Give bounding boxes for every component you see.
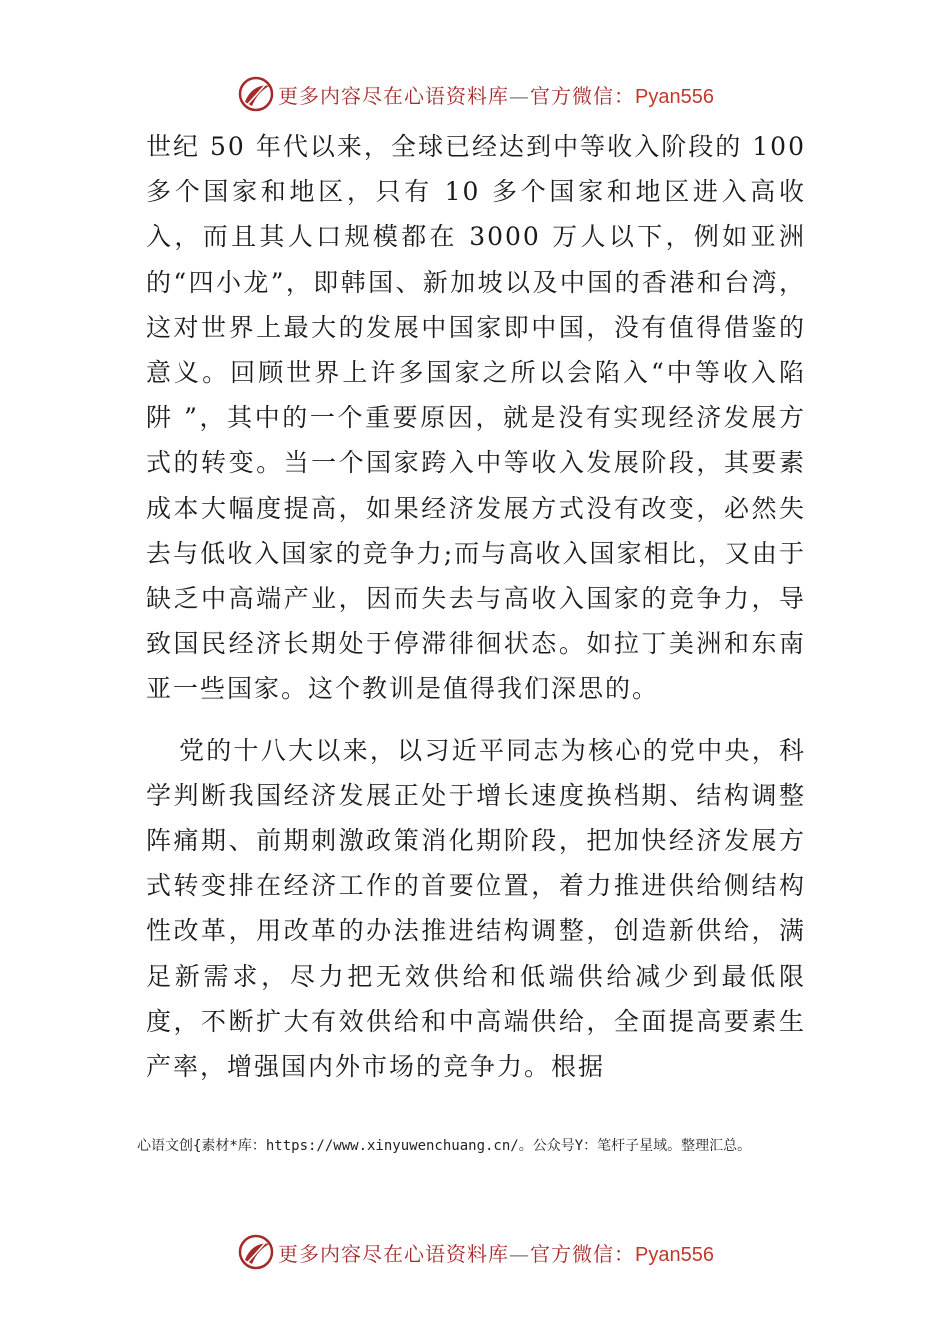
- header-banner-text: [278, 80, 714, 109]
- paragraph-2: 党的十八大以来，以习近平同志为核心的党中央，科学判断我国经济发展正处于增长速度换档期、结构调整阵痛期、前期刺激政策消化期阶段，把加快经济发展方式转变排在经济工作的首要位置，着力推进供给侧结构性改革，用改革的办法推进结构调整，创造新供给，满足新需求，尽力把无效供给和低端供给减少到最低限度，不断扩大有效供给和中高端供给，全面提高要素生产率，增强国内外市场的竞争力。根据: [146, 735, 806, 1082]
- header-banner-title: 更多内容尽在心语资料库: [278, 83, 510, 108]
- header-banner-account: Pyan556: [635, 85, 714, 108]
- footer-banner-account: Pyan556: [635, 1243, 714, 1266]
- footer-banner-title: 更多内容尽在心语资料库: [278, 1241, 510, 1266]
- header-banner: [0, 70, 950, 118]
- header-banner-label: 官方微信：: [530, 83, 636, 108]
- source-footnote: 心语文创{素材*库：https://www.xinyuwenchuang.cn/。公众号Y：笔杆子星域。整理汇总。: [137, 1138, 752, 1154]
- header-banner-separator: —: [509, 83, 531, 108]
- footer-banner-text: [278, 1238, 714, 1267]
- brand-logo-icon: [236, 74, 276, 114]
- brand-logo-icon: [236, 1232, 276, 1272]
- document-body: [146, 124, 806, 1089]
- footer-banner-label: 官方微信：: [530, 1241, 636, 1266]
- paragraph-1: 世纪 50 年代以来，全球已经达到中等收入阶段的 100 多个国家和地区，只有 10 多个国家和地区进入高收入，而且其人口规模都在 3000 万人以下，例如亚洲的“四小龙”，即韩国、新加坡以及中国的香港和台湾，这对世界上最大的发展中国家即中国，没有值得借鉴的意义。回顾世界上许多国家之所以会陷入“中等收入陷阱 ”，其中的一个重要原因，就是没有实现经济发展方式的转变。当一个国家跨入中等收入发展阶段，其要素成本大幅度提高，如果经济发展方式没有改变，必然失去与低收入国家的竞争力;而与高收入国家相比，又由于缺乏中高端产业，因而失去与高收入国家的竞争力，导致国民经济长期处于停滞徘徊状态。如拉丁美洲和东南亚一些国家。这个教训是值得我们深思的。: [146, 132, 806, 704]
- footer-banner-separator: —: [509, 1241, 531, 1266]
- footer-banner: [0, 1228, 950, 1276]
